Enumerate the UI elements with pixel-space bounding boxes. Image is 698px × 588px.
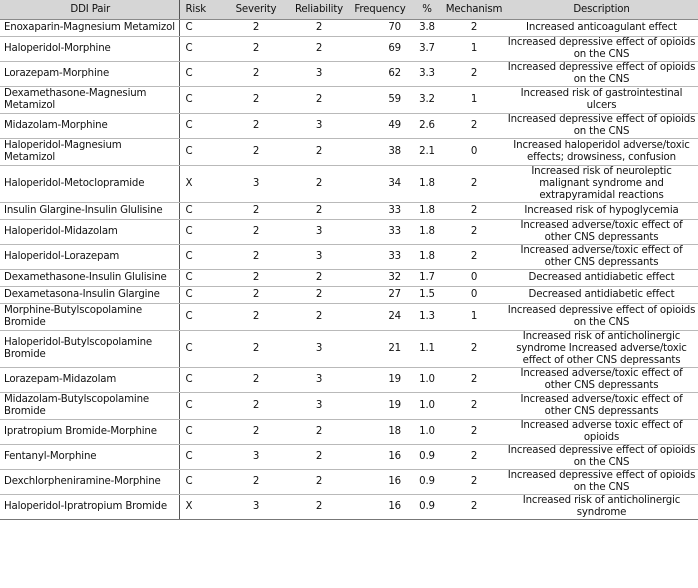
cell-mechanism: 2 bbox=[443, 220, 505, 245]
cell-severity: 2 bbox=[223, 393, 289, 420]
cell-frequency: 59 bbox=[349, 87, 411, 114]
cell-severity: 2 bbox=[223, 420, 289, 445]
cell-frequency: 16 bbox=[349, 445, 411, 470]
cell-severity: 2 bbox=[223, 245, 289, 270]
cell-risk: C bbox=[179, 470, 223, 495]
header-frequency: Frequency bbox=[349, 0, 411, 20]
cell-mechanism: 2 bbox=[443, 20, 505, 37]
table-row bbox=[0, 87, 698, 114]
header-severity: Severity bbox=[223, 0, 289, 20]
cell-risk: C bbox=[179, 287, 223, 304]
cell-ddi-pair: Dexametasona-Insulin Glargine bbox=[0, 287, 179, 304]
cell-percent: 3.3 bbox=[411, 62, 443, 87]
cell-description: Increased adverse/toxic effect of other CNS depressants bbox=[505, 393, 698, 420]
cell-ddi-pair: Dexamethasone-Magnesium Metamizol bbox=[0, 87, 179, 114]
cell-risk: C bbox=[179, 203, 223, 220]
cell-percent: 0.9 bbox=[411, 495, 443, 520]
cell-severity: 3 bbox=[223, 445, 289, 470]
cell-severity: 2 bbox=[223, 62, 289, 87]
cell-severity: 2 bbox=[223, 114, 289, 139]
cell-description: Increased adverse/toxic effect of other CNS depressants bbox=[505, 245, 698, 270]
cell-reliability: 3 bbox=[289, 114, 349, 139]
cell-percent: 0.9 bbox=[411, 470, 443, 495]
cell-ddi-pair: Dexchlorpheniramine-Morphine bbox=[0, 470, 179, 495]
cell-percent: 3.7 bbox=[411, 37, 443, 62]
header-risk: Risk bbox=[179, 0, 223, 20]
cell-percent: 2.1 bbox=[411, 139, 443, 166]
cell-description: Increased depressive effect of opioids on the CNS bbox=[505, 114, 698, 139]
cell-risk: C bbox=[179, 62, 223, 87]
cell-risk: C bbox=[179, 20, 223, 37]
cell-risk: C bbox=[179, 420, 223, 445]
cell-severity: 2 bbox=[223, 220, 289, 245]
table-row bbox=[0, 304, 698, 331]
cell-percent: 1.3 bbox=[411, 304, 443, 331]
cell-risk: C bbox=[179, 331, 223, 368]
cell-frequency: 27 bbox=[349, 287, 411, 304]
cell-frequency: 34 bbox=[349, 166, 411, 203]
cell-mechanism: 0 bbox=[443, 287, 505, 304]
cell-risk: C bbox=[179, 270, 223, 287]
cell-frequency: 33 bbox=[349, 245, 411, 270]
table-row bbox=[0, 368, 698, 393]
cell-reliability: 3 bbox=[289, 368, 349, 393]
cell-frequency: 33 bbox=[349, 203, 411, 220]
cell-reliability: 2 bbox=[289, 420, 349, 445]
cell-percent: 1.0 bbox=[411, 393, 443, 420]
cell-reliability: 3 bbox=[289, 393, 349, 420]
cell-reliability: 2 bbox=[289, 203, 349, 220]
cell-risk: C bbox=[179, 37, 223, 62]
cell-description: Increased adverse/toxic effect of other CNS depressants bbox=[505, 220, 698, 245]
cell-severity: 3 bbox=[223, 166, 289, 203]
cell-ddi-pair: Dexamethasone-Insulin Glulisine bbox=[0, 270, 179, 287]
cell-frequency: 49 bbox=[349, 114, 411, 139]
cell-ddi-pair: Haloperidol-Butylscopolamine Bromide bbox=[0, 331, 179, 368]
table-row bbox=[0, 20, 698, 37]
cell-reliability: 2 bbox=[289, 287, 349, 304]
cell-description: Increased haloperidol adverse/toxic effects; drowsiness, confusion bbox=[505, 139, 698, 166]
table-row bbox=[0, 393, 698, 420]
cell-ddi-pair: Haloperidol-Morphine bbox=[0, 37, 179, 62]
cell-mechanism: 2 bbox=[443, 393, 505, 420]
cell-risk: C bbox=[179, 304, 223, 331]
cell-percent: 1.8 bbox=[411, 245, 443, 270]
cell-ddi-pair: Ipratropium Bromide-Morphine bbox=[0, 420, 179, 445]
cell-reliability: 2 bbox=[289, 470, 349, 495]
cell-reliability: 2 bbox=[289, 87, 349, 114]
cell-ddi-pair: Haloperidol-Midazolam bbox=[0, 220, 179, 245]
cell-severity: 2 bbox=[223, 331, 289, 368]
cell-percent: 1.1 bbox=[411, 331, 443, 368]
header-reliability: Reliability bbox=[289, 0, 349, 20]
cell-percent: 1.8 bbox=[411, 166, 443, 203]
cell-severity: 2 bbox=[223, 287, 289, 304]
cell-frequency: 69 bbox=[349, 37, 411, 62]
cell-reliability: 3 bbox=[289, 245, 349, 270]
cell-frequency: 33 bbox=[349, 220, 411, 245]
cell-description: Increased risk of gastrointestinal ulcers bbox=[505, 87, 698, 114]
cell-frequency: 16 bbox=[349, 495, 411, 520]
header-percent: % bbox=[411, 0, 443, 20]
header-mechanism: Mechanism bbox=[443, 0, 505, 20]
cell-description: Increased risk of anticholinergic syndrome bbox=[505, 495, 698, 520]
table-row bbox=[0, 37, 698, 62]
cell-mechanism: 2 bbox=[443, 470, 505, 495]
cell-description: Increased depressive effect of opioids on the CNS bbox=[505, 445, 698, 470]
cell-reliability: 2 bbox=[289, 495, 349, 520]
cell-percent: 0.9 bbox=[411, 445, 443, 470]
cell-risk: C bbox=[179, 87, 223, 114]
cell-percent: 1.0 bbox=[411, 368, 443, 393]
cell-severity: 2 bbox=[223, 139, 289, 166]
table-row bbox=[0, 470, 698, 495]
cell-reliability: 2 bbox=[289, 20, 349, 37]
cell-ddi-pair: Haloperidol-Metoclopramide bbox=[0, 166, 179, 203]
cell-ddi-pair: Lorazepam-Morphine bbox=[0, 62, 179, 87]
cell-description: Increased depressive effect of opioids on the CNS bbox=[505, 37, 698, 62]
table-row bbox=[0, 445, 698, 470]
cell-reliability: 2 bbox=[289, 37, 349, 62]
cell-percent: 1.0 bbox=[411, 420, 443, 445]
cell-reliability: 2 bbox=[289, 445, 349, 470]
cell-percent: 1.8 bbox=[411, 220, 443, 245]
cell-percent: 2.6 bbox=[411, 114, 443, 139]
cell-ddi-pair: Haloperidol-Lorazepam bbox=[0, 245, 179, 270]
cell-risk: C bbox=[179, 368, 223, 393]
cell-risk: X bbox=[179, 166, 223, 203]
table-row bbox=[0, 220, 698, 245]
cell-ddi-pair: Haloperidol-Magnesium Metamizol bbox=[0, 139, 179, 166]
cell-severity: 2 bbox=[223, 203, 289, 220]
cell-description: Increased risk of hypoglycemia bbox=[505, 203, 698, 220]
cell-mechanism: 2 bbox=[443, 445, 505, 470]
cell-description: Decreased antidiabetic effect bbox=[505, 270, 698, 287]
cell-ddi-pair: Haloperidol-Ipratropium Bromide bbox=[0, 495, 179, 520]
cell-severity: 2 bbox=[223, 470, 289, 495]
cell-frequency: 62 bbox=[349, 62, 411, 87]
cell-severity: 3 bbox=[223, 495, 289, 520]
cell-risk: C bbox=[179, 445, 223, 470]
cell-reliability: 3 bbox=[289, 220, 349, 245]
table-row bbox=[0, 270, 698, 287]
cell-frequency: 18 bbox=[349, 420, 411, 445]
cell-description: Increased depressive effect of opioids on the CNS bbox=[505, 304, 698, 331]
cell-percent: 3.8 bbox=[411, 20, 443, 37]
cell-mechanism: 1 bbox=[443, 37, 505, 62]
cell-severity: 2 bbox=[223, 37, 289, 62]
cell-description: Increased risk of anticholinergic syndrome Increased adverse/toxic effect of other CNS depressants bbox=[505, 331, 698, 368]
cell-mechanism: 2 bbox=[443, 420, 505, 445]
cell-risk: C bbox=[179, 139, 223, 166]
header-row bbox=[0, 0, 698, 20]
cell-risk: C bbox=[179, 114, 223, 139]
cell-description: Increased risk of neuroleptic malignant syndrome and extrapyramidal reactions bbox=[505, 166, 698, 203]
cell-description: Increased adverse/toxic effect of other CNS depressants bbox=[505, 368, 698, 393]
cell-severity: 2 bbox=[223, 368, 289, 393]
cell-mechanism: 2 bbox=[443, 114, 505, 139]
cell-reliability: 3 bbox=[289, 62, 349, 87]
cell-frequency: 32 bbox=[349, 270, 411, 287]
cell-risk: C bbox=[179, 245, 223, 270]
cell-mechanism: 2 bbox=[443, 245, 505, 270]
cell-severity: 2 bbox=[223, 20, 289, 37]
cell-frequency: 38 bbox=[349, 139, 411, 166]
cell-severity: 2 bbox=[223, 270, 289, 287]
cell-mechanism: 1 bbox=[443, 87, 505, 114]
cell-mechanism: 2 bbox=[443, 166, 505, 203]
table-row bbox=[0, 287, 698, 304]
cell-reliability: 2 bbox=[289, 304, 349, 331]
cell-ddi-pair: Enoxaparin-Magnesium Metamizol bbox=[0, 20, 179, 37]
cell-mechanism: 2 bbox=[443, 62, 505, 87]
cell-reliability: 2 bbox=[289, 270, 349, 287]
cell-ddi-pair: Midazolam-Morphine bbox=[0, 114, 179, 139]
cell-frequency: 21 bbox=[349, 331, 411, 368]
cell-frequency: 16 bbox=[349, 470, 411, 495]
table-body bbox=[0, 20, 698, 520]
cell-risk: C bbox=[179, 393, 223, 420]
cell-frequency: 70 bbox=[349, 20, 411, 37]
table-row bbox=[0, 203, 698, 220]
cell-ddi-pair: Lorazepam-Midazolam bbox=[0, 368, 179, 393]
header-description: Description bbox=[505, 0, 698, 20]
table-row bbox=[0, 139, 698, 166]
cell-mechanism: 1 bbox=[443, 304, 505, 331]
cell-reliability: 2 bbox=[289, 139, 349, 166]
cell-description: Increased anticoagulant effect bbox=[505, 20, 698, 37]
cell-mechanism: 2 bbox=[443, 368, 505, 393]
table-row bbox=[0, 331, 698, 368]
cell-reliability: 3 bbox=[289, 331, 349, 368]
cell-percent: 1.8 bbox=[411, 203, 443, 220]
header-ddi-pair: DDI Pair bbox=[0, 0, 179, 20]
table-row bbox=[0, 114, 698, 139]
cell-ddi-pair: Morphine-Butylscopolamine Bromide bbox=[0, 304, 179, 331]
cell-description: Increased depressive effect of opioids on the CNS bbox=[505, 470, 698, 495]
cell-frequency: 19 bbox=[349, 368, 411, 393]
cell-risk: C bbox=[179, 220, 223, 245]
cell-reliability: 2 bbox=[289, 166, 349, 203]
table-row bbox=[0, 245, 698, 270]
cell-frequency: 19 bbox=[349, 393, 411, 420]
table-row bbox=[0, 420, 698, 445]
cell-percent: 1.7 bbox=[411, 270, 443, 287]
cell-severity: 2 bbox=[223, 304, 289, 331]
cell-risk: X bbox=[179, 495, 223, 520]
cell-description: Increased depressive effect of opioids on the CNS bbox=[505, 62, 698, 87]
cell-percent: 3.2 bbox=[411, 87, 443, 114]
cell-mechanism: 2 bbox=[443, 495, 505, 520]
cell-ddi-pair: Insulin Glargine-Insulin Glulisine bbox=[0, 203, 179, 220]
table-row bbox=[0, 495, 698, 520]
cell-description: Increased adverse toxic effect of opioids bbox=[505, 420, 698, 445]
cell-description: Decreased antidiabetic effect bbox=[505, 287, 698, 304]
table-row bbox=[0, 166, 698, 203]
cell-percent: 1.5 bbox=[411, 287, 443, 304]
cell-frequency: 24 bbox=[349, 304, 411, 331]
table-row bbox=[0, 62, 698, 87]
cell-mechanism: 0 bbox=[443, 139, 505, 166]
table-header bbox=[0, 0, 698, 20]
cell-mechanism: 2 bbox=[443, 203, 505, 220]
cell-ddi-pair: Fentanyl-Morphine bbox=[0, 445, 179, 470]
cell-ddi-pair: Midazolam-Butylscopolamine Bromide bbox=[0, 393, 179, 420]
cell-severity: 2 bbox=[223, 87, 289, 114]
cell-mechanism: 0 bbox=[443, 270, 505, 287]
cell-mechanism: 2 bbox=[443, 331, 505, 368]
